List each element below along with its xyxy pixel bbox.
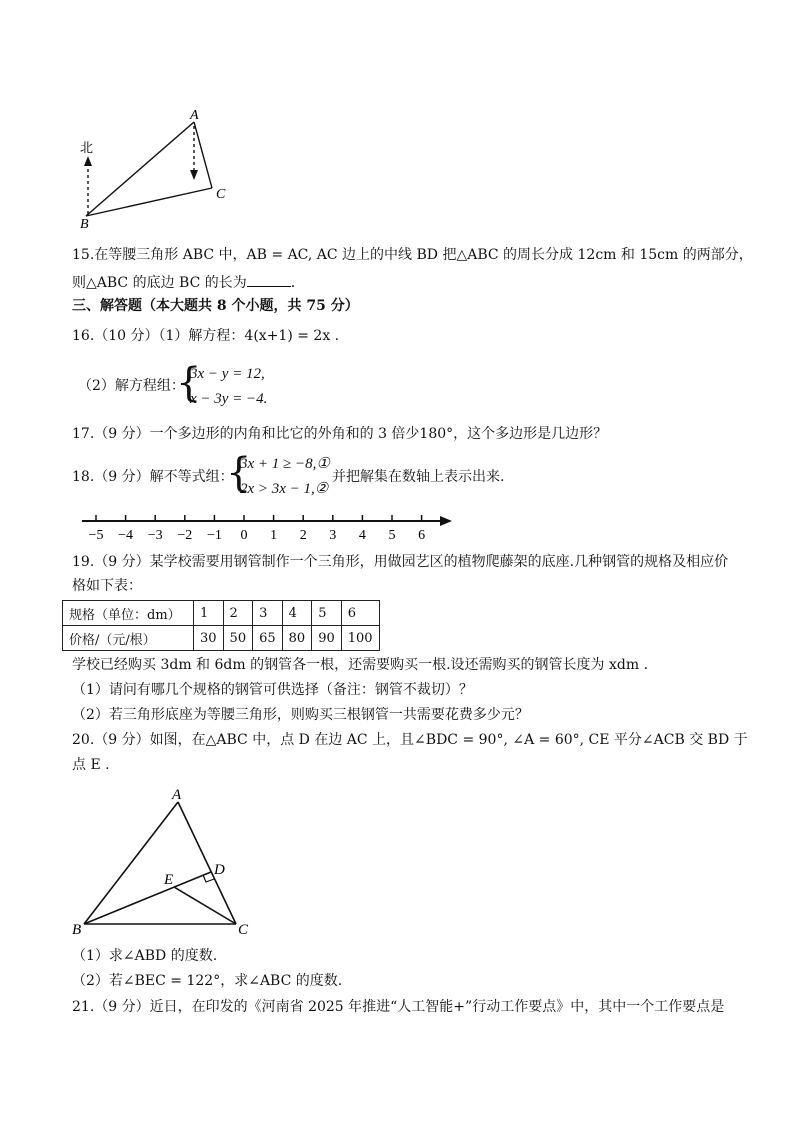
number-line-tick-label: 1 [270,528,278,543]
number-line-tick-label: −2 [177,528,193,543]
label-point-a: A [190,108,199,123]
table-cell: 4 [282,601,312,626]
number-line [78,510,458,546]
segment-ac [178,802,236,924]
number-line-tick-label: 5 [388,528,396,543]
q16-line1: 16.（10 分）（1）解方程：4(x+1) = 2x . [72,328,340,344]
q15-line2 [72,272,305,293]
q20-part2: （2）若∠BEC = 122°，求∠ABC 的度数. [72,973,343,989]
q18-ineq2: 2x > 3x − 1,② [240,481,329,497]
table-row-header: 规格（单位：dm） [63,601,194,626]
label-point-b: B [72,922,82,938]
north-label: 北 [80,140,94,155]
table-cell: 100 [341,626,379,651]
number-line-tick-label: 2 [299,528,307,543]
q18-brace: { [226,450,252,496]
segment-ac [194,122,212,188]
label-point-c: C [238,922,249,938]
q20-part1: （1）求∠ABD 的度数. [72,948,218,964]
table-cell: 65 [253,626,283,651]
answer-blank[interactable] [247,272,291,287]
number-line-tick-label: 0 [240,528,248,543]
label-point-a: A [172,787,182,803]
q21-line1: 21.（9 分）近日，在印发的《河南省 2025 年推进“人工智能+”行动工作要点》中，其中一个工作要点是 [72,999,725,1015]
q19-line3: 学校已经购买 3dm 和 6dm 的钢管各一根，还需要购买一根.设还需购买的钢管长度为 xdm . [72,657,649,673]
q16-brace: { [176,360,202,406]
segment-ab [84,802,178,924]
q15-line1: 15.在等腰三角形 ABC 中，AB = AC, AC 边上的中线 BD 把△ABC 的周长分成 12cm 和 15cm 的两部分， [72,247,753,263]
number-line-tick-label: 3 [329,528,337,543]
number-line-tick-label: −3 [147,528,163,543]
number-line-arrowhead [440,516,452,526]
number-line-tick-label: −4 [118,528,134,543]
north-bearing-figure [70,104,240,232]
q16-part2-label: （2）解方程组： [78,378,185,394]
q15-line2-end: ． [290,275,305,291]
segment-bc [86,188,212,216]
q18-label: 18.（9 分）解不等式组： [72,469,234,485]
north-arrowhead [84,156,92,166]
table-cell: 6 [341,601,379,626]
label-point-d: D [214,862,225,878]
south-arrowhead [190,170,198,180]
q20-line1: 20.（9 分）如图，在△ABC 中，点 D 在边 AC 上，且∠BDC = 90°, ∠A = 60°, CE 平分∠ACB 交 BD 于 [72,732,748,748]
q16-eq1: 3x − y = 12, [190,366,265,382]
segment-ab [86,122,194,216]
table-cell: 2 [223,601,253,626]
q15-line2-text: 则△ABC 的底边 BC 的长为 [72,275,247,291]
table-cell: 50 [223,626,253,651]
label-point-c: C [216,187,226,202]
q19-part2: （2）若三角形底座为等腰三角形，则购买三根钢管一共需要花费多少元？ [72,707,529,723]
number-line-tick-label: 6 [418,528,426,543]
table-cell: 3 [253,601,283,626]
price-table [62,600,380,651]
q19-line2: 格如下表： [72,578,142,594]
q17-text: 17.（9 分）一个多边形的内角和比它的外角和的 3 倍少180°，这个多边形是几边形？ [72,426,608,442]
table-row-header: 价格/（元/根） [63,626,194,651]
number-line-tick-label: −1 [206,528,222,543]
q18-ineq1: 3x + 1 ≥ −8,① [240,456,330,472]
table-row [63,601,380,626]
q18-after: 并把解集在数轴上表示出来. [332,469,505,485]
table-cell: 80 [282,626,312,651]
table-cell: 5 [312,601,342,626]
table-cell: 1 [194,601,224,626]
label-point-b: B [80,217,89,232]
triangle-abc-figure [70,784,260,940]
number-line-tick-label: 4 [358,528,366,543]
q19-part1: （1）请问有哪几个规格的钢管可供选择（备注：钢管不裁切）？ [72,682,473,698]
q20-line2: 点 E . [72,757,110,773]
section-heading: 三、解答题（本大题共 8 个小题，共 75 分） [72,298,359,314]
label-point-e: E [164,872,174,888]
table-cell: 90 [312,626,342,651]
table-cell: 30 [194,626,224,651]
q16-eq2: x − 3y = −4. [190,391,268,407]
number-line-tick-label: −5 [88,528,104,543]
q19-line1: 19.（9 分）某学校需要用钢管制作一个三角形，用做园艺区的植物爬藤架的底座.几种钢管的规格及相应价 [72,554,729,570]
table-row [63,626,380,651]
